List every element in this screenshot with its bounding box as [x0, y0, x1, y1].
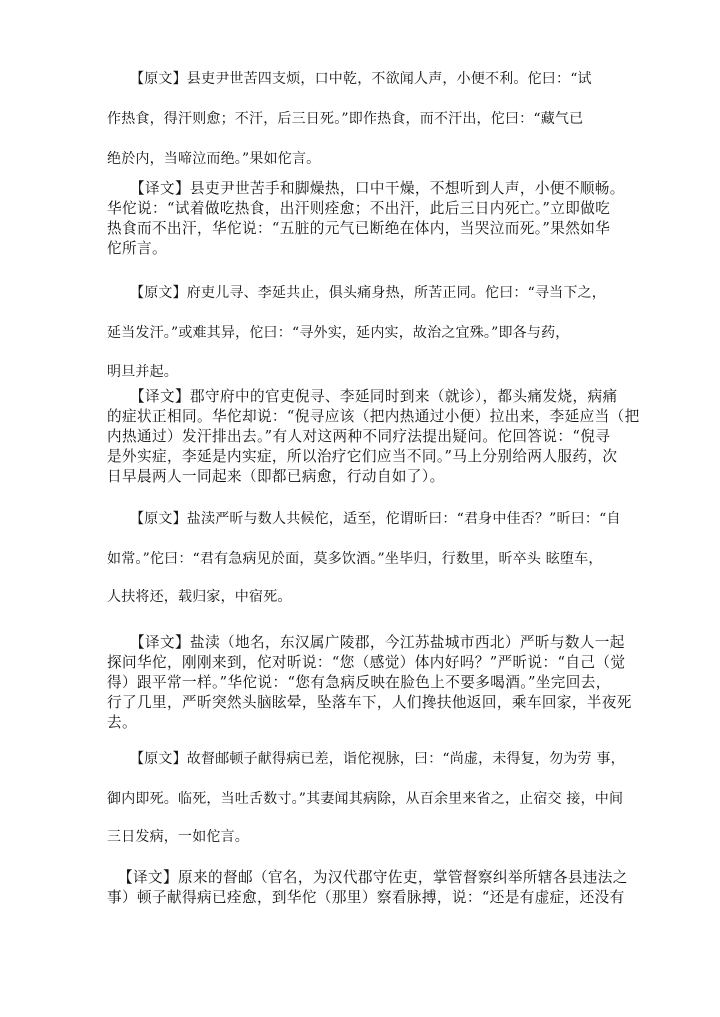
text-line: 探问华佗，刚刚来到，佗对昕说：“您（感觉）体内好吗？”严昕说：“自己（觉 [107, 654, 626, 671]
text-line: 延当发汗。”或难其异，佗曰：“寻外实，延内实，故治之宜殊。”即各与药， [107, 325, 570, 341]
text-line: 的症状正相同。华佗却说：“倪寻应该（把内热通过小便）拉出来，李延应当（把 [107, 408, 640, 425]
text-line: 作热食，得汗则愈；不汗，后三日死。”即作热食，而不汗出，佗曰：“藏气已 [107, 111, 584, 127]
text-line: 三日发病，一如佗言。 [107, 829, 249, 845]
text-line: 【译文】县吏尹世苦手和脚燥热，口中干燥，不想听到人声，小便不顺畅。 [130, 180, 625, 197]
text-line: 日早晨两人一同起来（即都已病愈，行动自如了）。 [107, 468, 445, 485]
text-line: 绝於内，当啼泣而绝。”果如佗言。 [107, 151, 321, 167]
text-line: 佗所言。 [107, 240, 167, 257]
text-line: 人扶将还，载归家，中宿死。 [107, 589, 292, 605]
text-line: 得）跟平常一样。”华佗说：“您有急病反映在脸色上不要多喝酒。”坐完回去， [107, 674, 611, 691]
text-line: 去。 [107, 714, 137, 731]
text-line: 【原文】盐渎严昕与数人共候佗，适至，佗谓昕曰：“君身中佳否？”昕曰：“自 [130, 511, 621, 527]
text-line: 【译文】郡守府中的官吏倪寻、李延同时到来（就诊），都头痛发烧，病痛 [130, 388, 618, 405]
text-line: 事）顿子献得病已痊愈，到华佗（那里）察看脉搏，说：“还是有虚症，还没有 [107, 889, 625, 906]
text-line: 【原文】故督邮顿子献得病已差，诣佗视脉，曰：“尚虚，未得复，勿为劳 事， [130, 751, 625, 767]
text-line: 如常。”佗曰：“君有急病见於面，莫多饮酒。”坐毕归，行数里，昕卒头 眩堕车， [107, 551, 603, 567]
text-line: 【译文】原来的督邮（官名，为汉代郡守佐吏，掌管督察纠举所辖各县违法之 [118, 869, 628, 886]
text-line: 内热通过）发汗排出去。”有人对这两种不同疗法提出疑问。佗回答说：“倪寻 [107, 428, 611, 445]
text-line: 御内即死。临死，当吐舌数寸。”其妻闻其病除，从百余里来省之，止宿交 接，中间 [107, 791, 624, 807]
text-line: 【原文】府吏儿寻、李延共止，俱头痛身热，所苦正同。佗曰：“寻当下之， [130, 285, 606, 301]
text-line: 【译文】盐渎（地名，东汉属广陵郡，今江苏盐城市西北）严昕与数人一起 [130, 634, 625, 651]
text-line: 热食而不出汗，华佗说：“五脏的元气已断绝在体内，当哭泣而死。”果然如华 [107, 220, 611, 237]
text-line: 【原文】县吏尹世苦四支烦，口中乾，不欲闻人声，小便不利。佗曰：“试 [130, 71, 592, 87]
text-line: 行了几里，严昕突然头脑眩晕，坠落车下，人们搀扶他返回，乘车回家，半夜死 [107, 694, 632, 711]
text-line: 明旦并起。 [107, 364, 178, 380]
text-line: 是外实症，李延是内实症，所以治疗它们应当不同。”马上分别给两人服药，次 [107, 448, 618, 465]
text-line: 华佗说：“试着做吃热食，出汗则痊愈；不出汗，此后三日内死亡。”立即做吃 [107, 200, 611, 217]
